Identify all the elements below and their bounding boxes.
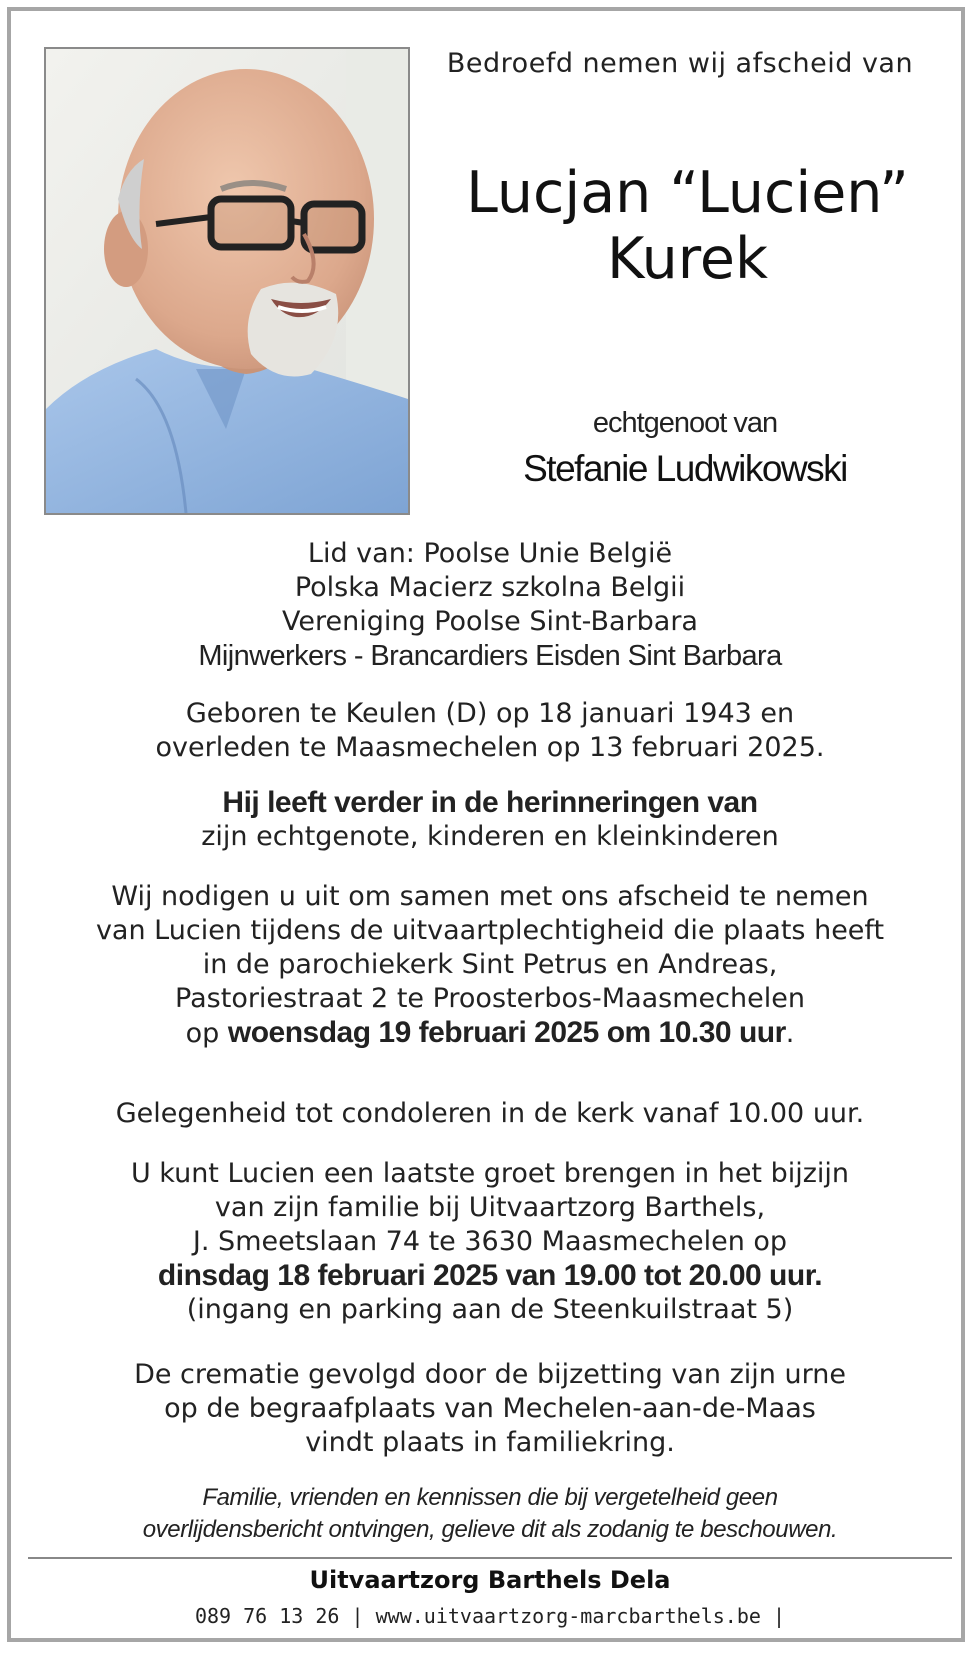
memory-section bbox=[30, 786, 950, 854]
condolence-line: Gelegenheid tot condoleren in de kerk vanaf 10.00 uur. bbox=[115, 1098, 865, 1129]
ceremony-datetime: woensdag 19 februari 2025 om 10.30 uur bbox=[227, 1016, 786, 1049]
visitation-line: van zijn familie bij Uitvaartzorg Barthels, bbox=[214, 1192, 766, 1223]
phone-number: 089 76 13 26 bbox=[194, 1604, 340, 1628]
separator: | bbox=[351, 1604, 364, 1628]
intro-text: Bedroefd nemen wij afscheid van bbox=[446, 48, 914, 79]
footer-contact bbox=[30, 1604, 950, 1628]
dates-line: Geboren te Keulen (D) op 18 januari 1943 en bbox=[185, 698, 795, 729]
visitation-datetime: dinsdag 18 februari 2025 van 19.00 tot 20.00 uur. bbox=[157, 1259, 823, 1292]
funeral-home-name: Uitvaartzorg Barthels Dela bbox=[309, 1566, 671, 1594]
footer-divider bbox=[28, 1557, 952, 1559]
deceased-name-line2: Kurek bbox=[607, 226, 768, 292]
deceased-name-line1: Lucjan “Lucien” bbox=[466, 160, 909, 226]
visitation-line: (ingang en parking aan de Steenkuilstraat 5) bbox=[186, 1294, 794, 1325]
birth-death-section bbox=[30, 697, 950, 765]
membership-line: Polska Macierz szkolna Belgii bbox=[294, 572, 686, 603]
spouse-name: Stefanie Ludwikowski bbox=[523, 448, 847, 489]
membership-line: Mijnwerkers - Brancardiers Eisden Sint Barbara bbox=[198, 640, 782, 672]
ceremony-line: van Lucien tijdens de uitvaartplechtigheid die plaats heeft bbox=[95, 915, 885, 946]
notice-note bbox=[30, 1482, 950, 1546]
note-line: overlijdensbericht ontvingen, gelieve dit als zodanig te beschouwen. bbox=[142, 1516, 838, 1543]
cremation-line: vindt plaats in familiekring. bbox=[305, 1427, 675, 1458]
website-link[interactable]: www.uitvaartzorg-marcbarthels.be bbox=[375, 1604, 761, 1628]
memberships-section bbox=[30, 537, 950, 673]
cremation-section bbox=[30, 1358, 950, 1460]
separator: | bbox=[772, 1604, 786, 1628]
deceased-name bbox=[420, 160, 955, 292]
portrait-photo bbox=[44, 47, 410, 515]
ceremony-line: Pastoriestraat 2 te Proosterbos-Maasmechelen bbox=[175, 983, 805, 1014]
visitation-section bbox=[30, 1157, 950, 1327]
memory-line: zijn echtgenote, kinderen en kleinkinderen bbox=[201, 821, 779, 852]
ceremony-datetime-line bbox=[30, 1016, 950, 1051]
visitation-line: J. Smeetslaan 74 te 3630 Maasmechelen op bbox=[192, 1226, 788, 1257]
spouse-intro: echtgenoot van bbox=[592, 407, 778, 439]
cremation-line: op de begraafplaats van Mechelen-aan-de-Maas bbox=[164, 1393, 816, 1424]
ceremony-line: in de parochiekerk Sint Petrus en Andreas, bbox=[202, 949, 778, 980]
condolence-section bbox=[30, 1097, 950, 1131]
membership-line: Vereniging Poolse Sint-Barbara bbox=[282, 606, 698, 637]
dates-line: overleden te Maasmechelen op 13 februari 2025. bbox=[155, 732, 825, 763]
ceremony-suffix: . bbox=[785, 1018, 795, 1049]
visitation-line: U kunt Lucien een laatste groet brengen in het bijzijn bbox=[130, 1158, 850, 1189]
membership-line: Lid van: Poolse Unie België bbox=[307, 538, 673, 569]
memory-heading: Hij leeft verder in de herinneringen van bbox=[222, 786, 758, 819]
ceremony-prefix: op bbox=[185, 1018, 220, 1049]
ceremony-section bbox=[30, 880, 950, 1051]
cremation-line: De crematie gevolgd door de bijzetting van zijn urne bbox=[134, 1359, 846, 1390]
note-line: Familie, vrienden en kennissen die bij vergetelheid geen bbox=[202, 1484, 778, 1511]
ceremony-line: Wij nodigen u uit om samen met ons afscheid te nemen bbox=[111, 881, 869, 912]
